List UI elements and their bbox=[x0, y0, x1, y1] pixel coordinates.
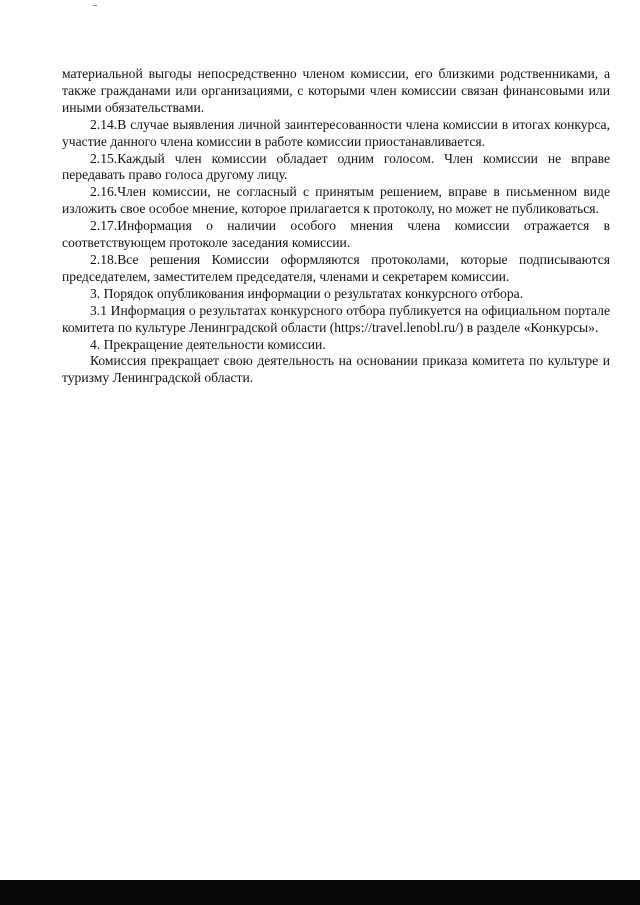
section-heading-4: 4. Прекращение деятельности комиссии. bbox=[90, 336, 326, 352]
scan-bottom-border bbox=[0, 880, 640, 905]
document-page bbox=[62, 66, 610, 387]
section-heading-3: 3. Порядок опубликования информации о результатах конкурсного отбора. bbox=[90, 285, 524, 301]
paragraph-2-18: 2.18.Все решения Комиссии оформляются протоколами, которые подписываются председателем, заместителем председателя, членами и секретарем комиссии. bbox=[62, 251, 610, 284]
paragraph-2-15: 2.15.Каждый член комиссии обладает одним голосом. Член комиссии не вправе передавать право голоса другому лицу. bbox=[62, 150, 610, 183]
paragraph-2-14: 2.14.В случае выявления личной заинтересованности члена комиссии в итогах конкурса, участие данного члена комиссии в работе комиссии приостанавливается. bbox=[62, 116, 610, 149]
paragraph-continuation: материальной выгоды непосредственно членом комиссии, его близкими родственниками, а также гражданами или организациями, с которыми член комиссии связан финансовыми или иными обязательствами. bbox=[62, 66, 610, 115]
paragraph-3-1: 3.1 Информация о результатах конкурсного отбора публикуется на официальном портале комитета по культуре Ленинградской области (https://travel.lenobl.ru/) в разделе «Конкурсы». bbox=[62, 302, 610, 335]
scan-artifact-mark bbox=[93, 5, 97, 6]
paragraph-final: Комиссия прекращает свою деятельность на основании приказа комитета по культуре и туризму Ленинградской области. bbox=[62, 353, 610, 386]
paragraph-2-17: 2.17.Информация о наличии особого мнения члена комиссии отражается в соответствующем протоколе заседания комиссии. bbox=[62, 218, 610, 251]
paragraph-2-16: 2.16.Член комиссии, не согласный с принятым решением, вправе в письменном виде изложить свое особое мнение, которое прилагается к протоколу, но может не публиковаться. bbox=[62, 184, 610, 217]
